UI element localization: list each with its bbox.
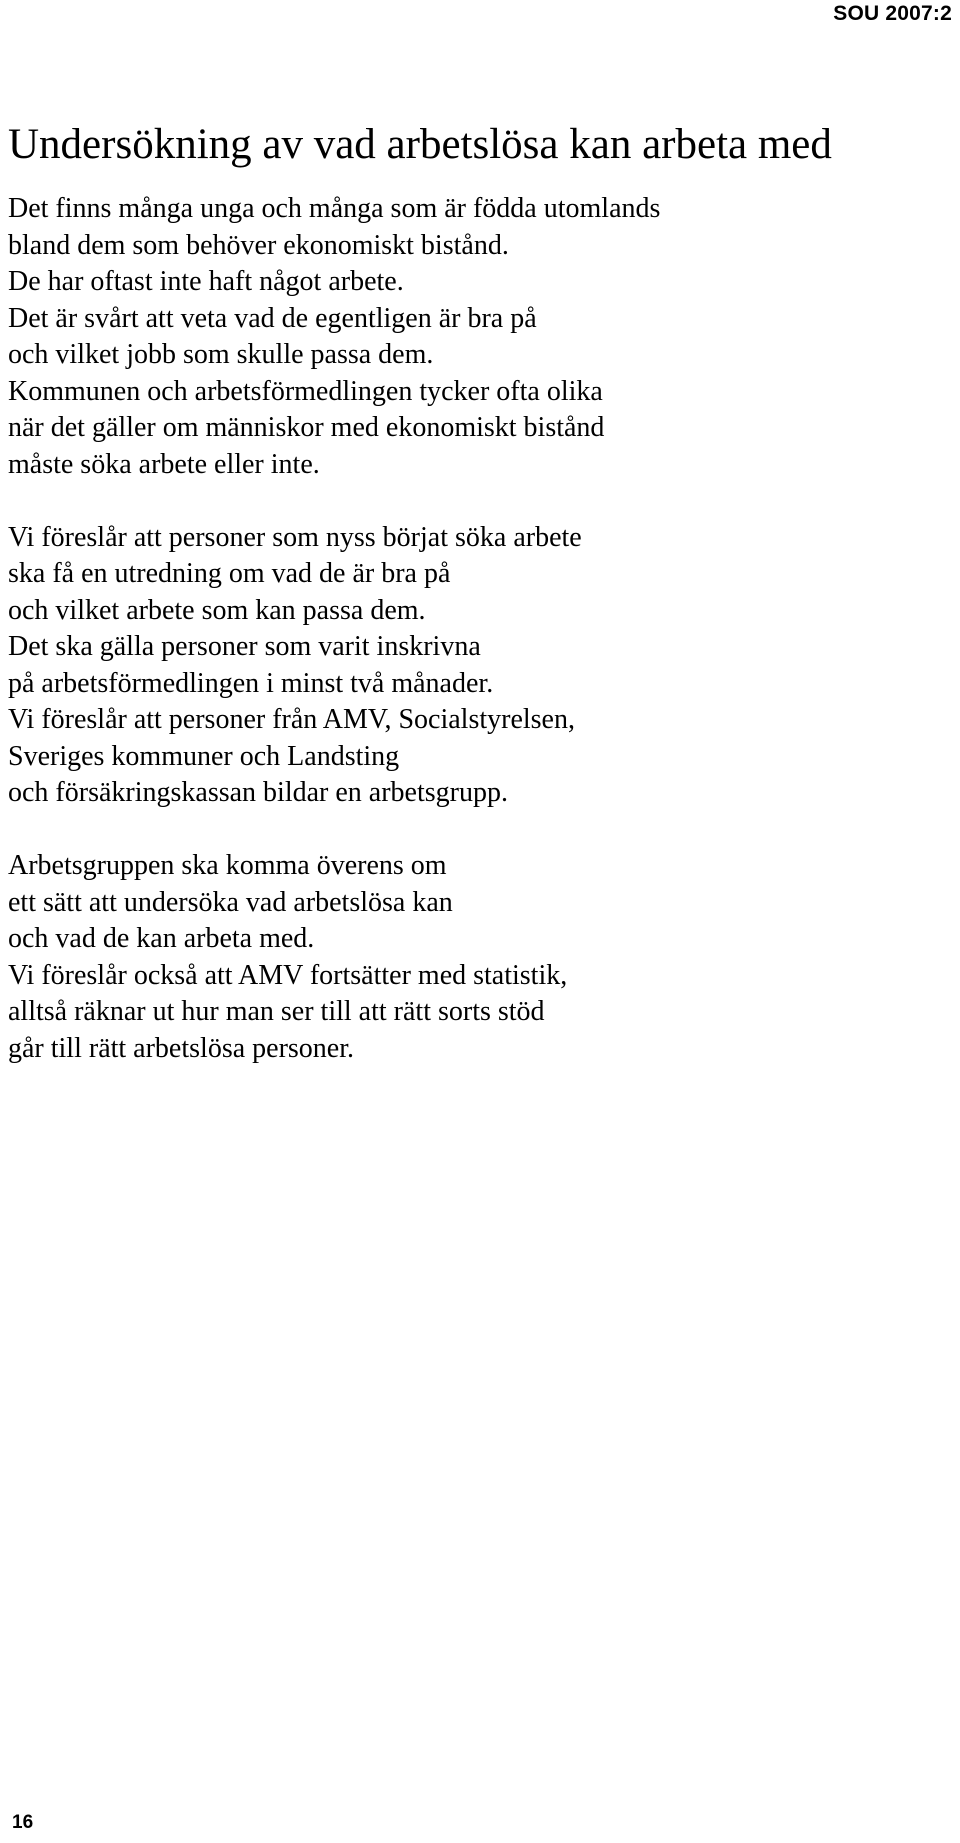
text-line: ett sätt att undersöka vad arbetslösa kan [8,886,453,918]
text-line: Sveriges kommuner och Landsting [8,740,400,772]
text-line: Det är svårt att veta vad de egentligen är bra på [8,302,537,334]
text-line: går till rätt arbetslösa personer. [8,1032,354,1064]
text-line: Vi föreslår att personer som nyss börjat söka arbete [8,521,582,553]
text-line: och vad de kan arbeta med. [8,923,315,954]
page-number: 16 [12,1812,34,1833]
text-line: och vilket jobb som skulle passa dem. [8,339,434,370]
text-line: och försäkringskassan bildar en arbetsgrupp. [8,777,508,808]
paragraph-2 [8,520,948,812]
text-line: alltså räknar ut hur man ser till att rätt sorts stöd [8,996,545,1027]
text-line: De har oftast inte haft något arbete. [8,266,404,297]
body-text [8,191,948,1104]
page-title: Undersökning av vad arbetslösa kan arbeta med [8,121,832,168]
text-line: Vi föreslår också att AMV fortsätter med statistik, [8,959,568,991]
paragraph-1 [8,191,948,483]
document-reference: SOU 2007:2 [833,2,952,25]
text-line: när det gäller om människor med ekonomiskt bistånd [8,412,605,443]
text-line: Det ska gälla personer som varit inskrivna [8,631,481,662]
text-line: bland dem som behöver ekonomiskt bistånd. [8,229,509,261]
paragraph-3 [8,848,948,1067]
text-line: Vi föreslår att personer från AMV, Socialstyrelsen, [8,704,575,735]
text-line: Arbetsgruppen ska komma överens om [8,850,447,881]
text-line: och vilket arbete som kan passa dem. [8,594,426,626]
text-line: måste söka arbete eller inte. [8,448,320,480]
text-line: Det finns många unga och många som är födda utomlands [8,193,661,224]
text-line: Kommunen och arbetsförmedlingen tycker ofta olika [8,375,603,407]
text-line: ska få en utredning om vad de är bra på [8,558,451,589]
text-line: på arbetsförmedlingen i minst två månader. [8,667,494,699]
